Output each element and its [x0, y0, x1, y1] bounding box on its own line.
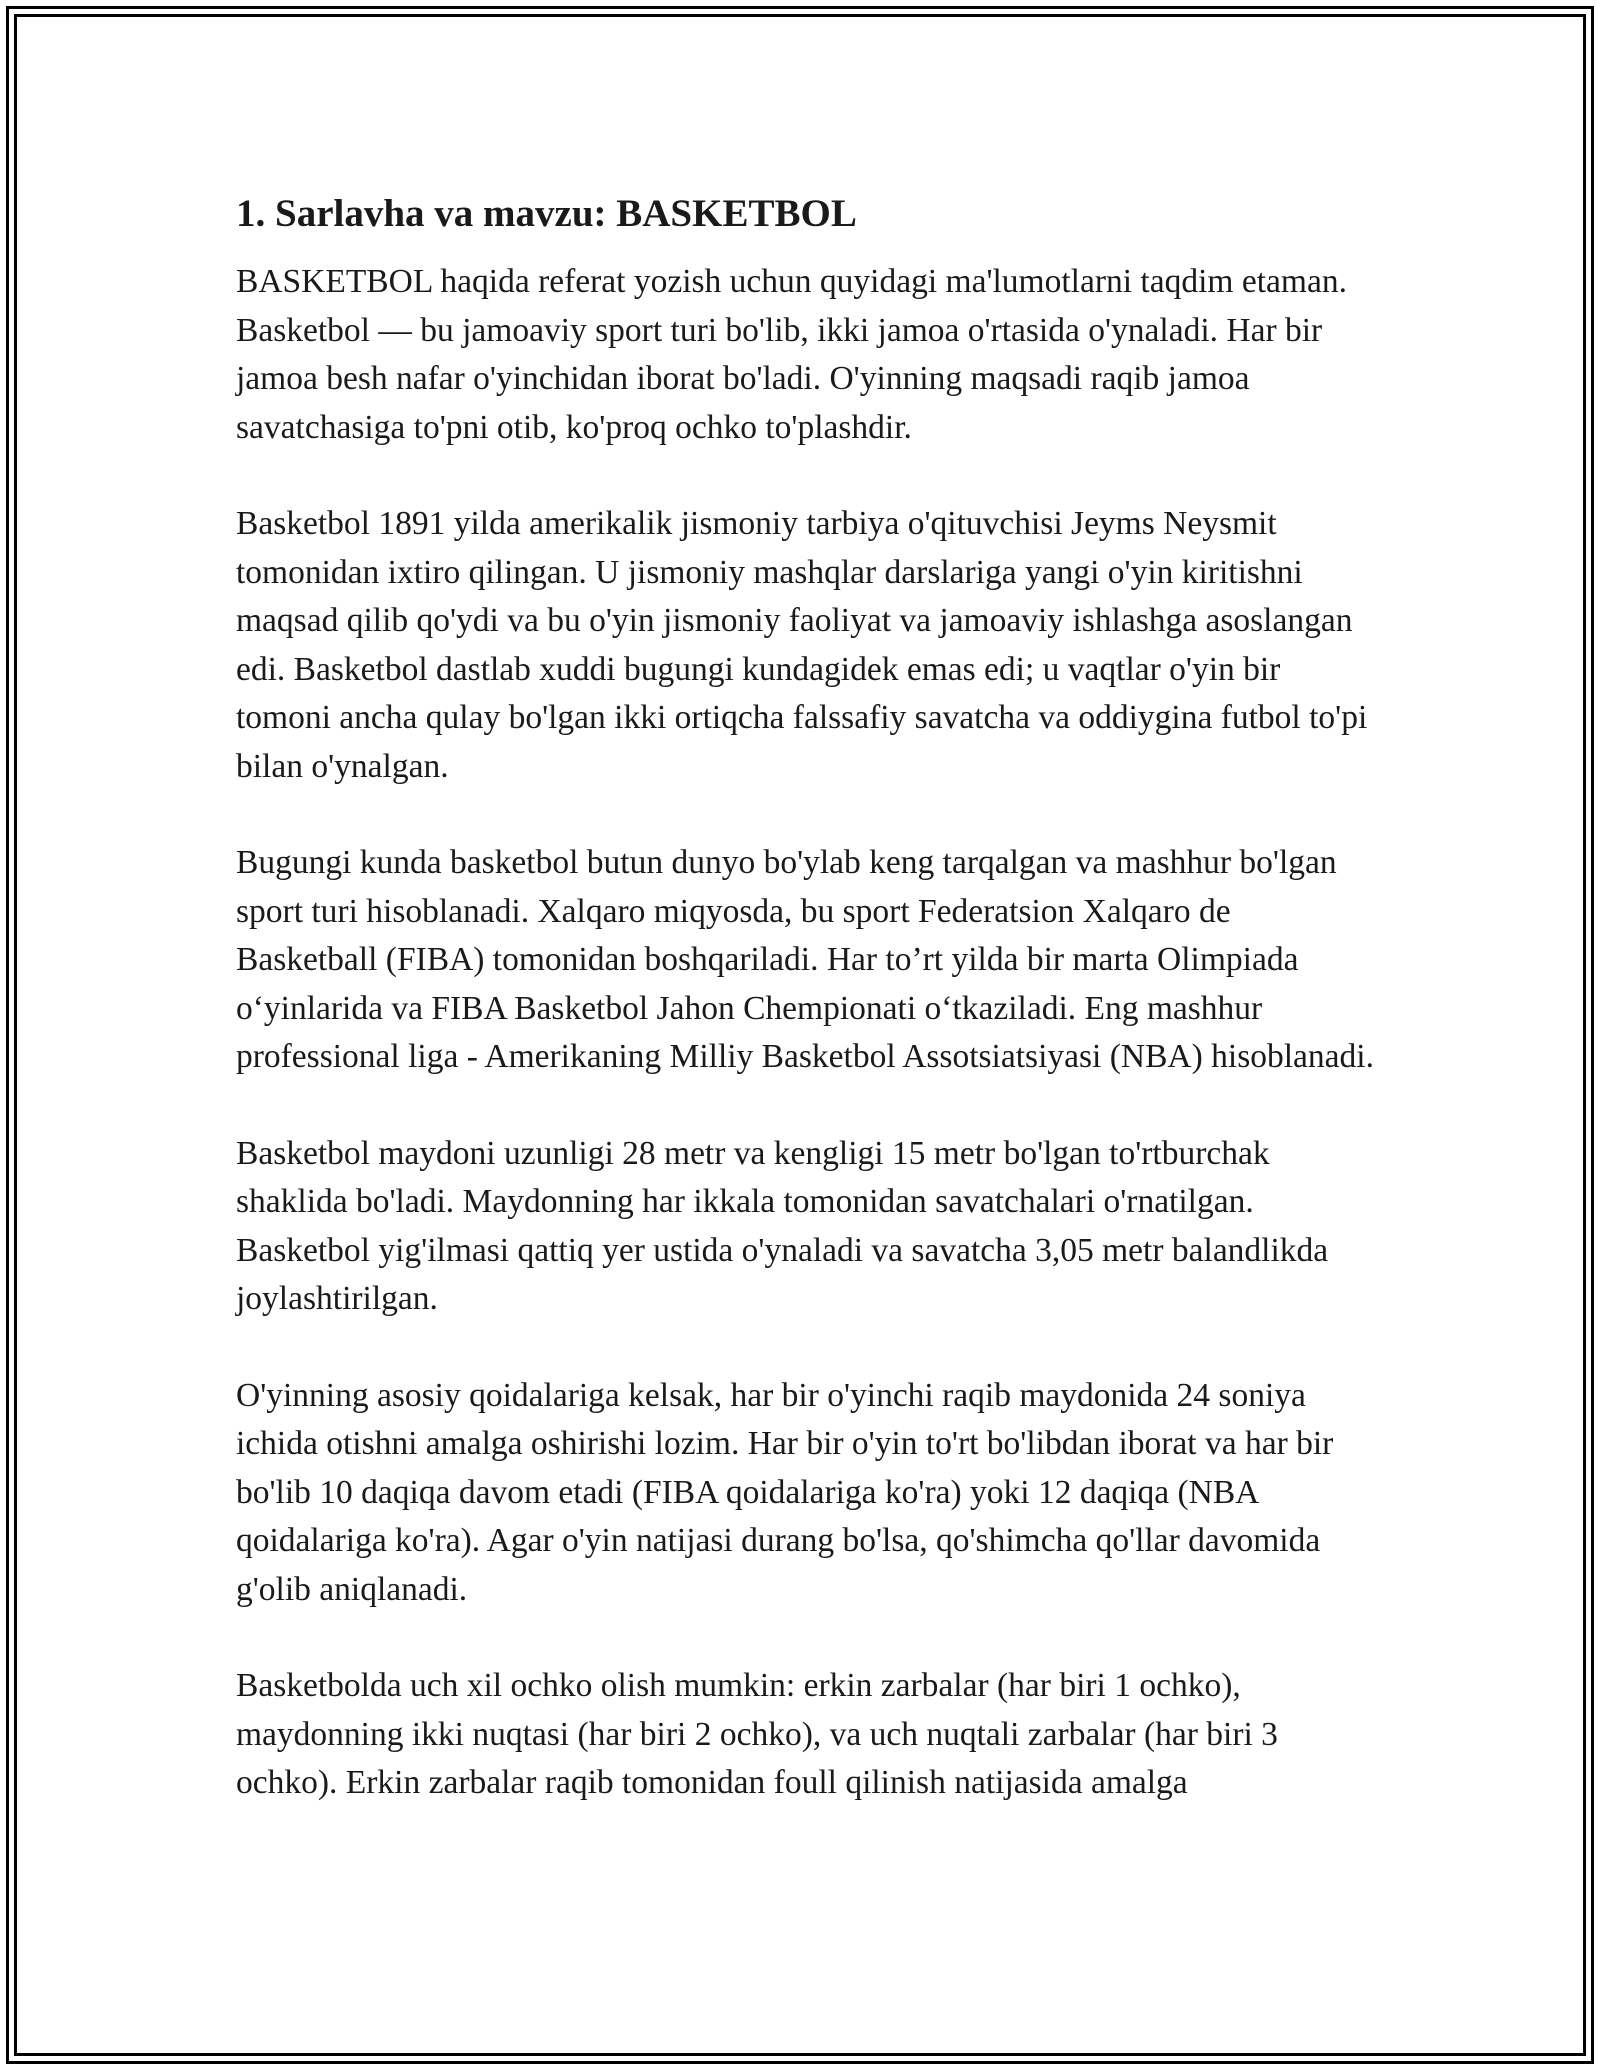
document-title: 1. Sarlavha va mavzu: BASKETBOL — [236, 192, 857, 235]
document-body — [236, 188, 1376, 1856]
paragraph-court: Basketbol maydoni uzunligi 28 metr va kengligi 15 metr bo'lgan to'rtburchak shaklida bo'ladi. Maydonning har ikkala tomonidan savatchalari o'rnatilgan. Basketbol yig'ilmasi qattiq yer ustida o'ynaladi va savatcha 3,05 metr balandlikda joylashtirilgan. — [236, 1134, 1329, 1317]
paragraph-scoring: Basketbolda uch xil ochko olish mumkin: erkin zarbalar (har biri 1 ochko), maydonning ikki nuqtasi (har biri 2 ochko), va uch nuqtali zarbalar (har biri 3 ochko). Erkin zarbalar raqib tomonidan foull qilinish natijasida amalga — [236, 1667, 1278, 1801]
paragraph-history: Basketbol 1891 yilda amerikalik jismoniy tarbiya o'qituvchisi Jeyms Neysmit tomonidan ixtiro qilingan. U jismoniy mashqlar darslariga yangi o'yin kiritishni maqsad qilib qo'ydi va bu o'yin jismoniy faoliyat va jamoaviy ishlashga asoslangan edi. Basketbol dastlab xuddi bugungi kundagidek emas edi; u vaqtlar o'yin bir tomoni ancha qulay bo'lgan ikki ortiqcha falssafiy savatcha va oddiygina futbol to'pi bilan o'ynalgan. — [236, 505, 1368, 785]
paragraph-intro: BASKETBOL haqida referat yozish uchun quyidagi ma'lumotlarni taqdim etaman. Basketbol — bu jamoaviy sport turi bo'lib, ikki jamoa o'rtasida o'ynaladi. Har bir jamoa besh nafar o'yinchidan iborat bo'ladi. O'yinning maqsadi raqib jamoa savatchasiga to'pni otib, ko'proq ochko to'plashdir. — [236, 263, 1347, 446]
paragraph-popularity: Bugungi kunda basketbol butun dunyo bo'ylab keng tarqalgan va mashhur bo'lgan sport turi hisoblanadi. Xalqaro miqyosda, bu sport Federatsion Xalqaro de Basketball (FIBA) tomonidan boshqariladi. Har to’rt yilda bir marta Olimpiada o‘yinlarida va FIBA Basketbol Jahon Chempionati o‘tkaziladi. Eng mashhur professional liga - Amerikaning Milliy Basketbol Assotsiatsiyasi (NBA) hisoblanadi. — [236, 844, 1374, 1075]
paragraph-rules: O'yinning asosiy qoidalariga kelsak, har bir o'yinchi raqib maydonida 24 soniya ichida otishni amalga oshirishi lozim. Har bir o'yin to'rt bo'libdan iborat va har bir bo'lib 10 daqiqa davom etadi (FIBA qoidalariga ko'ra) yoki 12 daqiqa (NBA qoidalariga ko'ra). Agar o'yin natijasi durang bo'lsa, qo'shimcha qo'llar davomida g'olib aniqlanadi. — [236, 1376, 1334, 1608]
